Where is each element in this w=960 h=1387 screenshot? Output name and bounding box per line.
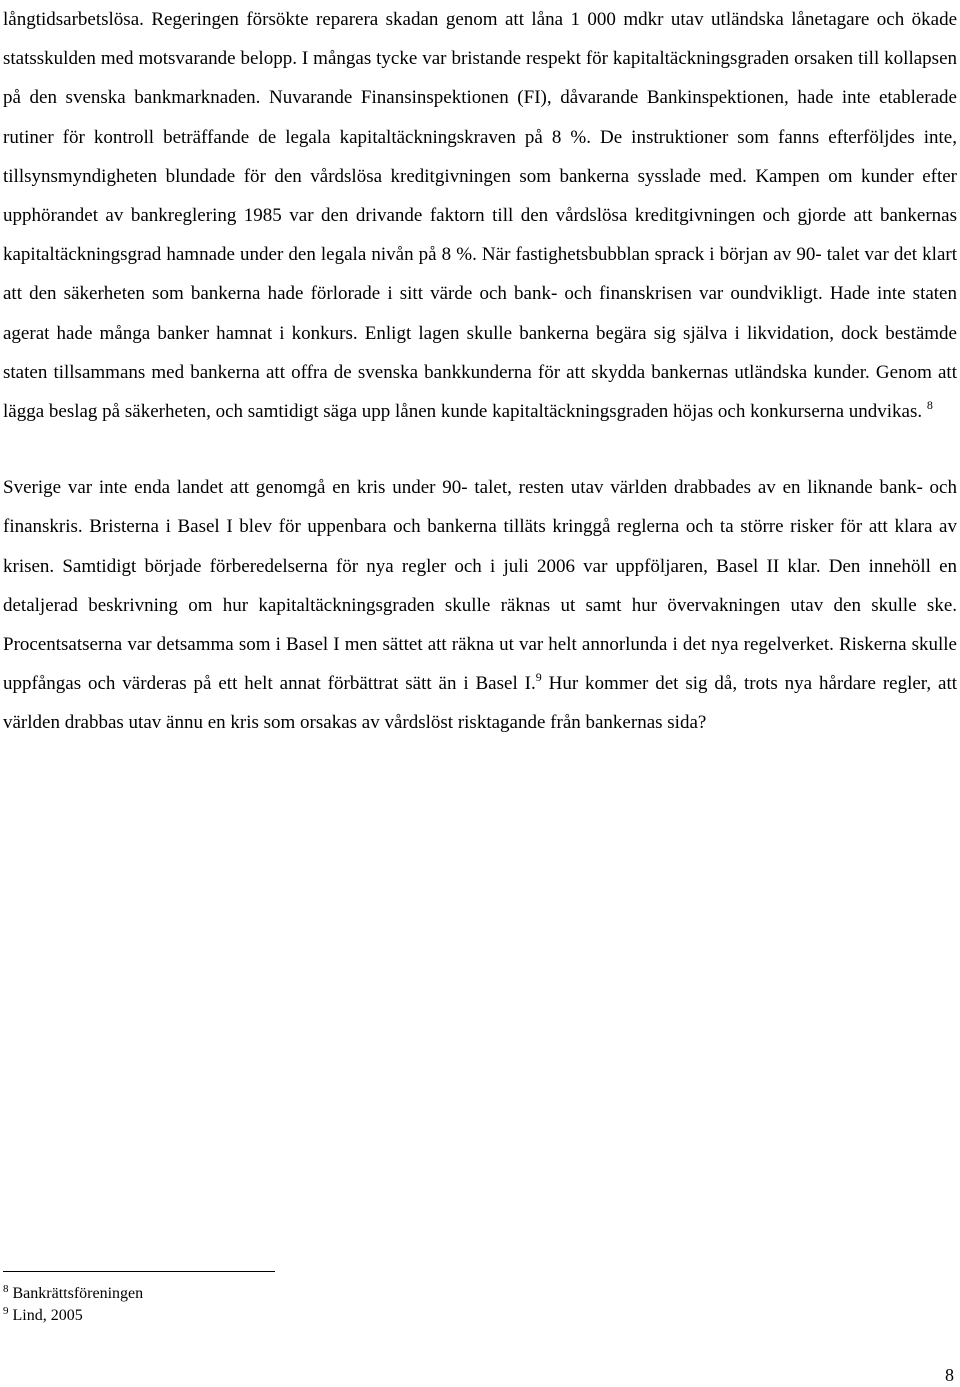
paragraph-2-text-before: Sverige var inte enda landet att genomgå en kris under 90- talet, resten utav världen drabbades av en liknande bank- och finanskris. Bristerna i Basel I blev för uppenbara och bankerna tilläts kringgå reglerna och ta större risker för att klara av krisen. Samtidigt började förberedelserna för nya regler och i juli 2006 var uppföljaren, Basel II klar. Den innehöll en detaljerad beskrivning om hur kapitaltäckningsgraden skulle räknas ut samt hur övervakningen utav den skulle ske. Procentsatserna var detsamma som i Basel I men sättet att räkna ut var helt annorlunda i det nya regelverket. Riskerna skulle uppfångas och värderas på ett helt annat förbättrat sätt än i Basel I.	[3, 477, 957, 695]
page-number: 8	[945, 1365, 954, 1385]
footnote-number: 9	[3, 1304, 9, 1317]
footnotes	[3, 1283, 143, 1327]
footnote-text: Lind, 2005	[12, 1307, 83, 1324]
footnote-reference-9[interactable]: 9	[535, 669, 542, 684]
footnote-text: Bankrättsföreningen	[12, 1285, 144, 1302]
body-paragraph-1	[3, 0, 957, 431]
paragraph-2-text-after: Hur kommer det sig då, trots nya hårdare regler, att världen drabbas utav ännu en kris som orsakas av vårdslöst risktagande från bankernas sida?	[3, 673, 957, 734]
body-paragraph-2	[3, 468, 957, 742]
footnote-reference-8[interactable]: 8	[926, 397, 933, 412]
footnote-number: 8	[3, 1282, 9, 1295]
footnote-8	[3, 1283, 143, 1305]
footnote-separator	[3, 1271, 275, 1272]
document-page	[3, 0, 957, 743]
footnote-9	[3, 1305, 143, 1327]
paragraph-1-text: långtidsarbetslösa. Regeringen försökte reparera skadan genom att låna 1 000 mdkr utav utländska lånetagare och ökade statsskulden med motsvarande belopp. I mångas tycke var bristande respekt för kapitaltäckningsgraden orsaken till kollapsen på den svenska bankmarknaden. Nuvarande Finansinspektionen (FI), dåvarande Bankinspektionen, hade inte etablerade rutiner för kontroll beträffande de legala kapitaltäckningskraven på 8 %. De instruktioner som fanns efterföljdes inte, tillsynsmyndigheten blundade för den vårdslösa kreditgivningen som bankerna sysslade med. Kampen om kunder efter upphörandet av bankreglering 1985 var den drivande faktorn till den vårdslösa kreditgivningen och gjorde att bankernas kapitaltäckningsgrad hamnade under den legala nivån på 8 %. När fastighetsbubblan sprack i början av 90- talet var det klart att den säkerheten som bankerna hade förlorade i sitt värde och bank- och finanskrisen var oundvikligt. Hade inte staten agerat hade många banker hamnat i konkurs. Enligt lagen skulle bankerna begära sig själva i likvidation, dock bestämde staten tillsammans med bankerna att offra de svenska bankkunderna för att skydda bankernas utländska kunder. Genom att lägga beslag på säkerheten, och samtidigt säga upp lånen kunde kapitaltäckningsgraden höjas och konkurserna undvikas.	[3, 9, 957, 423]
